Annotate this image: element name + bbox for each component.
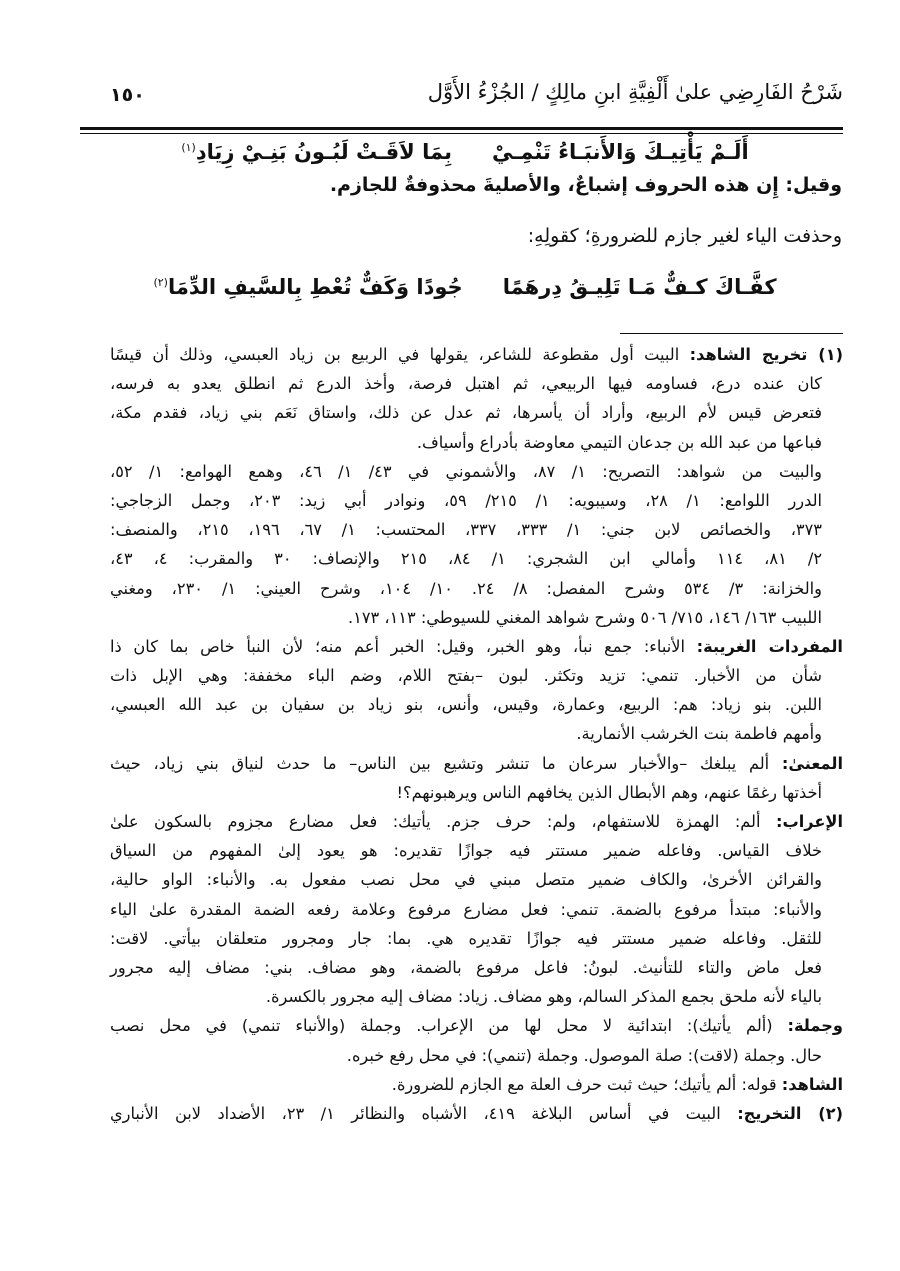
footnote-text: الأنباء: جمع نبأ، وهو الخبر، وقيل: الخبر أعم منه؛ لأن النبأ خاص بما كان ذا: [110, 636, 697, 656]
footnote-line: [110, 1070, 843, 1099]
footnote-line: [110, 515, 822, 544]
footnote-label: المعنىٰ:: [781, 753, 843, 773]
footnote-text: والقرائن الأخرىٰ، والكاف ضمير متصل مبني في محل نصب مفعول به. والأنباء: الواو حالية،: [110, 870, 822, 890]
footnote-line: [110, 895, 822, 924]
footnote-line: [110, 1041, 822, 1070]
footnote-line: [110, 690, 822, 719]
footnote-text: ألم: الهمزة للاستفهام، ولم: حرف جزم. يأتيك: فعل مضارع مجزوم بالسكون علىٰ: [110, 812, 776, 831]
footnote-line: [110, 544, 822, 573]
footnote-text: البيت في أساس البلاغة ٤١٩، الأشباه والنظائر ١/ ٢٣، الأضداد لابن الأنباري: [110, 1103, 738, 1123]
footnote-label: (١) تخريج الشاهد:: [689, 345, 843, 364]
footnote-line: [110, 953, 822, 982]
footnote-text: الدرر اللوامع: ١/ ٢٨، وسيبويه: ١/ ٢١٥/ ٥٩، ونوادر أبي زيد: ٢٠٣، وجمل الزجاجي:: [110, 490, 822, 510]
footnote-label: الإعراب:: [775, 812, 843, 831]
footnote-line: [110, 369, 822, 398]
footnote-line: [110, 1099, 843, 1128]
footnote-line: [110, 574, 822, 603]
verse-2-first-hemistich: كفَّـاكَ كـفٌّ مَـا تَلِيـقُ دِرهَمًا: [502, 275, 777, 299]
footnote-text: فتعرض قيس لأم الربيع، وأراد أن يأسرها، ثم عدل عن ذلك، واستاق نَعَم بني زياد، فقدم مكة،: [110, 403, 822, 423]
footnotes: [110, 340, 843, 1128]
footnote-line: [110, 807, 843, 836]
footnote-text: أخذتها رغمًا عنهم، وهم الأبطال الذين يخافهم الناس ويرهبونهم؟!: [396, 782, 822, 802]
footnote-text: فعل ماض والتاء للتأنيث. لبونُ: فاعل مرفوع بالضمة، وهو مضاف. بني: مضاف إليه مجرور: [110, 957, 822, 977]
verse-2-second-hemistich: [153, 275, 462, 299]
footnote-text: قوله: ألم يأتيك؛ حيث ثبت حرف العلة مع الجازم للضرورة.: [391, 1074, 782, 1094]
footnote-text: بالياء لأنه ملحق بجمع المذكر السالم، وهو مضاف. زياد: مضاف إليه مجرور بالكسرة.: [265, 987, 822, 1007]
footnote-line: [110, 719, 822, 748]
footnote-line: [110, 486, 822, 515]
footnote-label: (٢) التخريج:: [737, 1103, 843, 1123]
footnote-text: وأمهم فاطمة بنت الخرشب الأنمارية.: [576, 724, 822, 744]
footnote-text: شأن من الأخبار. تنمي: تزيد وتكثر. لبون –بفتح اللام، وضم الباء مخففة: وهي الإبل ذات: [110, 666, 822, 686]
footnote-label: الشاهد:: [781, 1074, 843, 1094]
footnote-line: [110, 428, 822, 457]
footnote-line: [110, 340, 843, 369]
verse-2: [90, 275, 840, 299]
verse-1-second-hemistich: [181, 140, 452, 164]
footnote-text: فباعها من عبد الله بن جدعان التيمي معاوضة بأدراع وأسياف.: [416, 432, 822, 452]
footnote-line: [110, 865, 822, 894]
footnote-ref-1[interactable]: (١): [181, 141, 196, 154]
footnote-ref-2[interactable]: (٢): [153, 276, 168, 289]
footnote-text: (ألم يأتيك): ابتدائية لا محل لها من الإعراب. وجملة (والأنباء تنمي) في محل نصب: [110, 1016, 788, 1036]
verse-1: [90, 140, 840, 164]
verse-2-second-text: جُودًا وَكَفٌّ تُعْطِ بِالسَّيفِ الدِّمَا: [167, 275, 463, 299]
verse-1-second-text: بِمَا لاَقَـتْ لَبُـونُ بَنِـيْ زِيَادِ: [195, 140, 452, 164]
footnote-text: ألم يبلغك –والأخبار سرعان ما تنشر وتشيع بين الناس– ما حدث لنياق بني زياد، حيث: [110, 753, 782, 773]
footnote-separator: [620, 333, 843, 334]
footnote-text: اللبيب ١٦٣/ ١٤٦، ٧١٥/ ٥٠٦ وشرح شواهد المغني للسيوطي: ١١٣، ١٧٣.: [347, 607, 822, 627]
footnote-text: ٣٧٣، والخصائص لابن جني: ١/ ٣٣٣، ٣٣٧، المحتسب: ١/ ٦٧، ١٩٦، ٢١٥، والمنصف:: [110, 520, 823, 540]
footnote-line: [110, 749, 843, 778]
header-rule-thin: [80, 133, 843, 134]
footnote-line: [110, 1011, 843, 1040]
footnote-line: [110, 778, 822, 807]
footnote-text: ٢/ ٨١، ١١٤ وأمالي ابن الشجري: ١/ ٨٤، ٢١٥ والإنصاف: ٣٠ والمقرب: ٤، ٤٣،: [110, 549, 823, 569]
footnote-text: خلاف القياس. وفاعله ضمير مستتر فيه جوازًا تقديره: هو يعود إلىٰ المفهوم من السياق: [110, 841, 822, 861]
footnote-line: [110, 398, 822, 427]
footnote-text: والأنباء: مبتدأ مرفوع بالضمة. تنمي: فعل مضارع مرفوع وعلامة رفعه الضمة المقدرة علىٰ الياء: [110, 899, 822, 919]
footnote-text: البيت أول مقطوعة للشاعر، يقولها في الربيع بن زياد العبسي، وذلك أن قيسًا: [110, 345, 690, 364]
footnote-line: [110, 661, 822, 690]
body-line-1: وقيل: إِن هذه الحروف إشباعٌ، والأصليةَ محذوفةٌ للجازم.: [329, 174, 842, 196]
footnote-text: والخزانة: ٣/ ٥٣٤ وشرح المفصل: ٨/ ٢٤. ١٠/ ١٠٤، وشرح العيني: ١/ ٢٣٠، ومغني: [110, 578, 822, 598]
footnote-text: حال. وجملة (لاقت): صلة الموصول. وجملة (تنمي): في محل رفع خبره.: [346, 1045, 822, 1065]
footnote-line: [110, 924, 822, 953]
footnote-text: والبيت من شواهد: التصريح: ١/ ٨٧، والأشموني في ٤٣/ ١/ ٤٦، وهمع الهوامع: ١/ ٥٢،: [110, 461, 822, 481]
footnote-line: [110, 603, 822, 632]
verse-1-first-hemistich: أَلَـمْ يَأْتِيـكَ وَالأَنبَـاءُ تَنْمِـيْ: [491, 140, 749, 164]
header-rule-thick: [80, 127, 843, 130]
running-header-title: شَرْحُ الفَارِضِي علىٰ أَلْفِيَّةِ ابنِ مالِكٍ / الجُزْءُ الأَوَّل: [427, 80, 843, 104]
footnote-line: [110, 457, 822, 486]
footnote-text: للثقل. وفاعله ضمير مستتر فيه جوازًا تقديره هي. بما: جار ومجرور متعلقان بيأتي. لاقت:: [110, 928, 822, 948]
footnote-label: المفردات الغريبة:: [696, 636, 843, 656]
footnote-line: [110, 632, 843, 661]
page-number: ١٥٠: [110, 84, 145, 106]
footnote-label: وجملة:: [787, 1016, 843, 1036]
body-line-2: وحذفت الياء لغير جازم للضرورةِ؛ كقولِهِ:: [527, 225, 842, 247]
footnote-text: كان عنده درع، فساومه فيها الربيعي، ثم اهتبل فرصة، وأخذ الدرع ثم انطلق يعدو به فرسه،: [110, 374, 822, 394]
footnote-line: [110, 836, 822, 865]
footnote-line: [110, 982, 822, 1011]
footnote-text: اللبن. بنو زياد: هم: الربيع، وعمارة، وقيس، وأنس، بنو زياد بن سفيان بن عبد الله العبسي،: [110, 695, 822, 715]
